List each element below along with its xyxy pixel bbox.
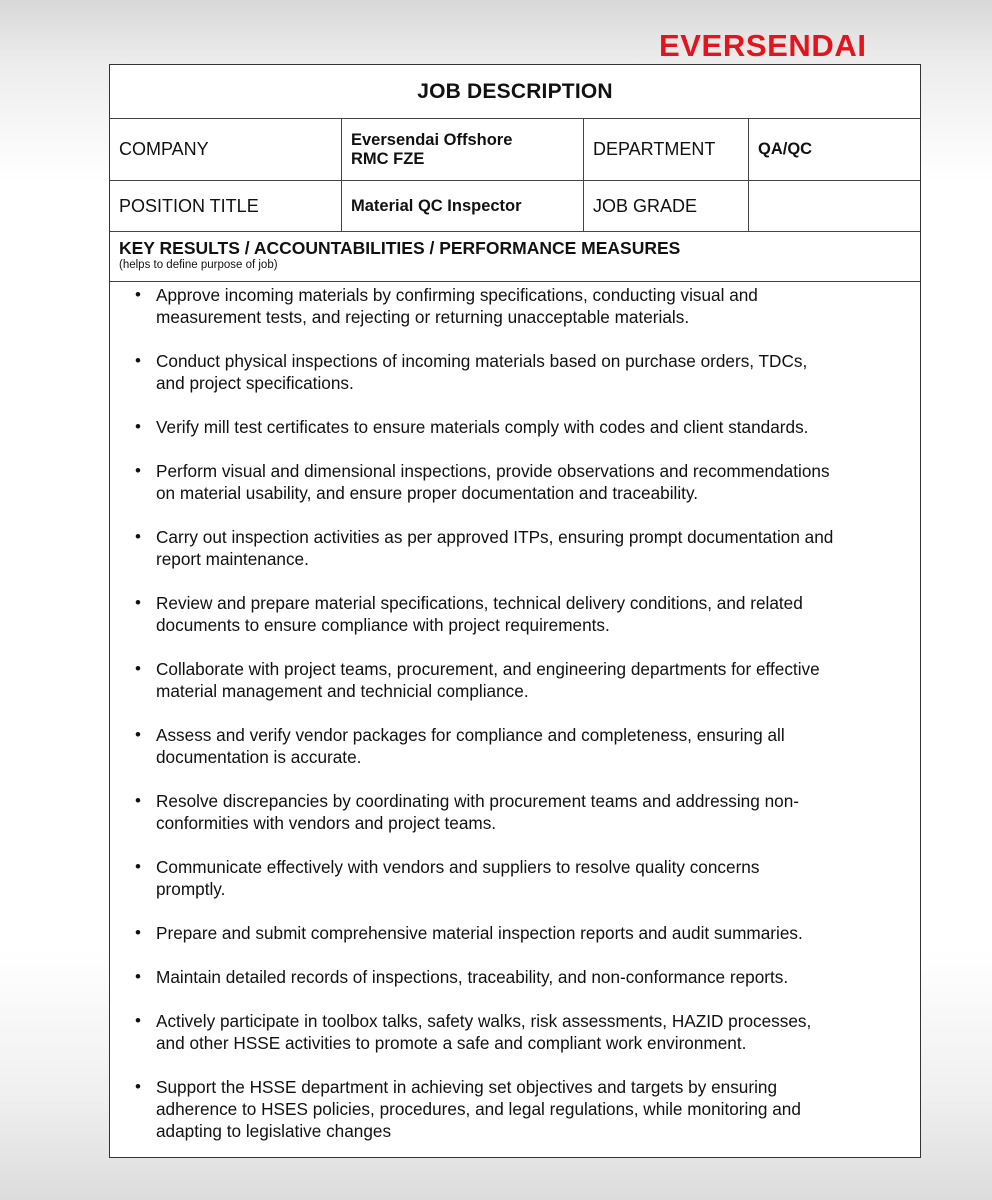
list-item xyxy=(110,922,920,944)
list-item-line: adapting to legislative changes xyxy=(156,1121,392,1141)
title-row xyxy=(110,65,920,119)
list-item-line: Actively participate in toolbox talks, safety walks, risk assessments, HAZID processes, xyxy=(156,1011,812,1031)
list-item xyxy=(110,966,920,988)
list-item xyxy=(110,350,920,394)
bullet-icon: • xyxy=(135,461,141,480)
list-item-line: adherence to HSES policies, procedures, and legal regulations, while monitoring and xyxy=(156,1099,801,1119)
list-item xyxy=(110,658,920,702)
bullet-icon: • xyxy=(135,593,141,612)
bullet-icon: • xyxy=(135,923,141,942)
list-item-line: promptly. xyxy=(156,879,226,899)
bullet-icon: • xyxy=(135,725,141,744)
list-item-line: Support the HSSE department in achieving set objectives and targets by ensuring xyxy=(156,1077,778,1097)
company-value-cell xyxy=(342,119,584,180)
position-value: Material QC Inspector xyxy=(342,181,584,231)
bullet-icon: • xyxy=(135,1011,141,1030)
kra-heading: KEY RESULTS / ACCOUNTABILITIES / PERFORMANCE MEASURES xyxy=(119,238,681,258)
bullet-icon: • xyxy=(135,857,141,876)
bullet-icon: • xyxy=(135,791,141,810)
list-item xyxy=(110,1010,920,1054)
list-item-line: conformities with vendors and project teams. xyxy=(156,813,497,833)
list-item-line: and project specifications. xyxy=(156,373,354,393)
bullet-icon: • xyxy=(135,417,141,436)
list-item xyxy=(110,526,920,570)
list-item-line: and other HSSE activities to promote a safe and compliant work environment. xyxy=(156,1033,747,1053)
kra-subheading: (helps to define purpose of job) xyxy=(119,259,278,271)
list-item-line: Verify mill test certificates to ensure materials comply with codes and client standards. xyxy=(156,417,809,437)
list-item-line: Prepare and submit comprehensive material inspection reports and audit summaries. xyxy=(156,923,803,943)
list-item-line: Collaborate with project teams, procurement, and engineering departments for effective xyxy=(156,659,820,679)
job-grade-label: JOB GRADE xyxy=(584,181,749,231)
bullet-icon: • xyxy=(135,351,141,370)
list-item xyxy=(110,1076,920,1142)
bullet-icon: • xyxy=(135,967,141,986)
bullet-icon: • xyxy=(135,527,141,546)
list-item-line: Perform visual and dimensional inspections, provide observations and recommendations xyxy=(156,461,830,481)
list-item-line: Conduct physical inspections of incoming materials based on purchase orders, TDCs, xyxy=(156,351,808,371)
list-item xyxy=(110,790,920,834)
list-item-line: on material usability, and ensure proper documentation and traceability. xyxy=(156,483,699,503)
list-item-line: measurement tests, and rejecting or returning unacceptable materials. xyxy=(156,307,690,327)
department-value: QA/QC xyxy=(758,140,813,158)
bullet-icon: • xyxy=(135,659,141,678)
list-item-line: documents to ensure compliance with project requirements. xyxy=(156,615,610,635)
kra-header-row xyxy=(110,232,920,282)
position-row xyxy=(110,181,920,232)
list-item-line: documentation is accurate. xyxy=(156,747,362,767)
company-value-line1: Eversendai Offshore xyxy=(351,130,513,149)
bullet-icon: • xyxy=(135,1077,141,1096)
list-item xyxy=(110,724,920,768)
list-item-line: material management and technicial compliance. xyxy=(156,681,529,701)
list-item-line: Maintain detailed records of inspections, traceability, and non-conformance reports. xyxy=(156,967,789,987)
list-item-line: report maintenance. xyxy=(156,549,309,569)
list-item xyxy=(110,460,920,504)
company-value-line2: RMC FZE xyxy=(351,149,425,168)
company-label: COMPANY xyxy=(110,119,342,180)
eversendai-logo: EVERSENDAI xyxy=(659,28,867,63)
document-title: JOB DESCRIPTION xyxy=(417,79,613,103)
list-item xyxy=(110,592,920,636)
responsibilities-list xyxy=(110,282,920,1164)
list-item-line: Review and prepare material specifications, technical delivery conditions, and related xyxy=(156,593,803,613)
company-row xyxy=(110,119,920,181)
department-label: DEPARTMENT xyxy=(584,119,749,180)
list-item xyxy=(110,416,920,438)
bullet-icon: • xyxy=(135,285,141,304)
list-item-line: Approve incoming materials by confirming specifications, conducting visual and xyxy=(156,285,758,305)
list-item-line: Carry out inspection activities as per approved ITPs, ensuring prompt documentation and xyxy=(156,527,834,547)
list-item-line: Communicate effectively with vendors and suppliers to resolve quality concerns xyxy=(156,857,760,877)
position-label: POSITION TITLE xyxy=(110,181,342,231)
list-item-line: Resolve discrepancies by coordinating with procurement teams and addressing non- xyxy=(156,791,799,811)
job-description-table xyxy=(109,64,921,1158)
list-item xyxy=(110,856,920,900)
list-item xyxy=(110,284,920,328)
job-grade-value xyxy=(749,181,920,231)
list-item-line: Assess and verify vendor packages for compliance and completeness, ensuring all xyxy=(156,725,785,745)
